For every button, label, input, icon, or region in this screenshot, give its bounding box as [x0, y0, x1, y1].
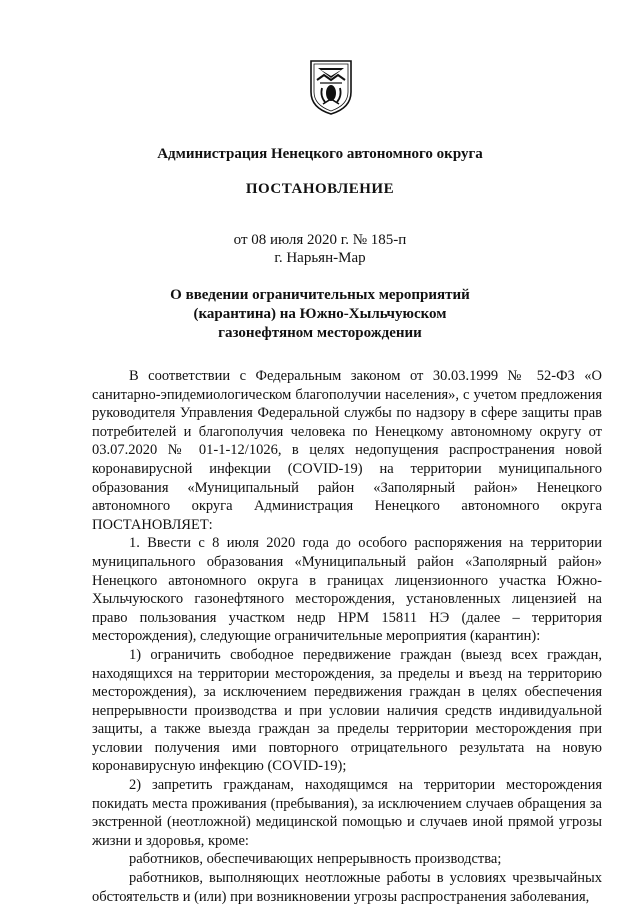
subject-line: (карантина) на Южно-Хыльчуюском [193, 306, 447, 322]
organization-title: Администрация Ненецкого автономного округа [157, 146, 483, 162]
document-city: г. Нарьян-Мар [274, 250, 366, 266]
document-body [92, 367, 602, 906]
subject-line: О введении ограничительных мероприятий [170, 287, 470, 303]
exception-paragraph: работников, выполняющих неотложные работы в условиях чрезвычайных обстоятельств и (или) при возникновении угрозы распространения заболевания, [92, 870, 602, 905]
subclause-paragraph: 2) запретить гражданам, находящимся на территории месторождения покидать места проживания (пребывания), за исключением случаев обращения за экстренной (неотложной) медицинской помощью и случаев иной прямой угрозы жизни и здоровья, кроме: [92, 777, 602, 849]
preamble-paragraph: В соответствии с Федеральным законом от 30.03.1999 № 52-ФЗ «О санитарно-эпидемиологическом благополучии населения», с учетом предложения руководителя Управления Федеральной службы по надзору в сфере защиты прав потребителей и благополучия человека по Ненецкому автономному округу от 03.07.2020 № 01-1-12/1026, в целях недопущения распространения новой коронавирусной инфекции (COVID-19) на территории муниципального образования «Муниципальный район «Заполярный район» Ненецкого автономного округа Администрация Ненецкого автономного округа ПОСТАНОВЛЯЕТ: [92, 368, 602, 533]
subclause-paragraph: 1) ограничить свободное передвижение граждан (выезд всех граждан, находящихся на территории месторождения, за пределы и въезд на территорию месторождения), за исключением передвижения граждан в целях обеспечения непрерывности производства и при условии наличия средств индивидуальной защиты, а также выезда граждан за пределы территории месторождения при условии получения ими повторного отрицательного результата на новую коронавирусную инфекцию (COVID-19); [92, 646, 602, 775]
document-date-number: от 08 июля 2020 г. № 185-п [233, 232, 407, 248]
subject-line: газонефтяном месторождении [218, 325, 422, 341]
document-subject [0, 286, 640, 343]
document-type-title: ПОСТАНОВЛЕНИЕ [245, 181, 395, 197]
coat-of-arms-icon [308, 58, 354, 116]
exception-paragraph: работников, обеспечивающих непрерывность производства; [129, 851, 502, 868]
clause-paragraph: 1. Ввести с 8 июля 2020 года до особого распоряжения на территории муниципального образования «Муниципальный район «Заполярный район» Ненецкого автономного округа в границах лицензионного участка Южно-Хыльчуюского газонефтяного месторождения, установленных лицензией на право пользования участком недр НРМ 15811 НЭ (далее – территория месторождения), следующие ограничительные мероприятия (карантин): [92, 535, 602, 645]
